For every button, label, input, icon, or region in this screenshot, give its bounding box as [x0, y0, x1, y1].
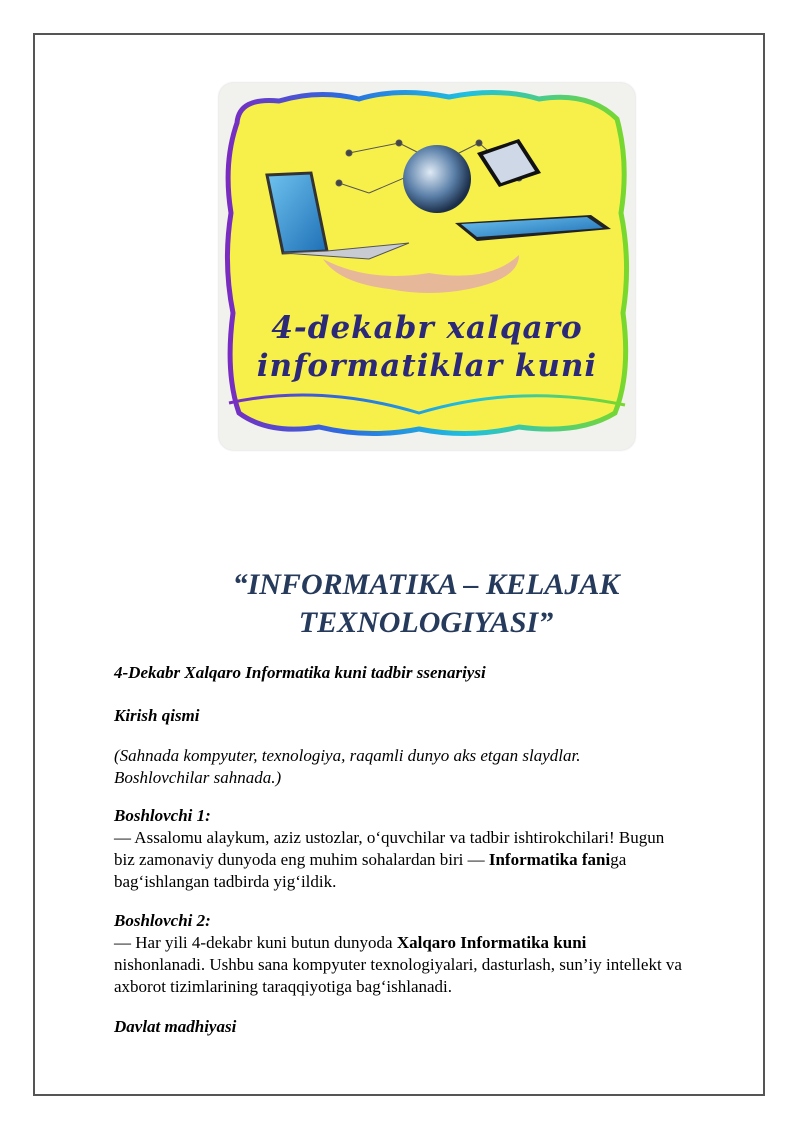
- host1-label: Boshlovchi 1:: [114, 806, 211, 825]
- host2-bold-phrase: Xalqaro Informatika kuni: [396, 933, 587, 952]
- host1-line-2a: biz zamonaviy dunyoda eng muhim sohalardan biri —: [114, 850, 489, 869]
- cover-illustration: [219, 83, 635, 450]
- stage-note-line-2: Boshlovchilar sahnada.): [114, 768, 282, 787]
- host1-line-2b: ga: [610, 850, 627, 869]
- host2-line-1a: — Har yili 4-dekabr kuni butun dunyoda: [114, 933, 397, 952]
- document-title: [112, 566, 740, 642]
- cover-title-line-1: 4-dekabr xalqaro: [271, 310, 583, 346]
- host2-block: [114, 910, 754, 998]
- host1-line-3: bag‘ishlangan tadbirda yig‘ildik.: [114, 872, 337, 891]
- intro-heading: Kirish qismi: [114, 706, 200, 725]
- anthem-heading: Davlat madhiyasi: [114, 1017, 237, 1036]
- host2-line-3: axborot tizimlarining taraqqiyotiga bag‘ishlanadi.: [114, 977, 453, 996]
- document-subtitle: 4-Dekabr Xalqaro Informatika kuni tadbir ssenariysi: [114, 663, 486, 682]
- cover-image: [219, 83, 635, 450]
- cover-title-line-2: informatiklar kuni: [256, 348, 598, 384]
- document-title-line-2: TEXNOLOGIYASI”: [298, 606, 554, 639]
- host2-label: Boshlovchi 2:: [114, 911, 211, 930]
- stage-note: [114, 745, 754, 789]
- host1-bold-phrase: Informatika fani: [488, 850, 611, 869]
- document-title-line-1: “INFORMATIKA – KELAJAK: [232, 568, 620, 601]
- stage-note-line-1: (Sahnada kompyuter, texnologiya, raqamli dunyo aks etgan slaydlar.: [114, 746, 581, 765]
- host2-line-2: nishonlanadi. Ushbu sana kompyuter texnologiyalari, dasturlash, sun’iy intellekt va: [114, 955, 682, 974]
- host1-block: [114, 805, 754, 893]
- host1-line-1: — Assalomu alaykum, aziz ustozlar, o‘quvchilar va tadbir ishtirokchilari! Bugun: [114, 828, 665, 847]
